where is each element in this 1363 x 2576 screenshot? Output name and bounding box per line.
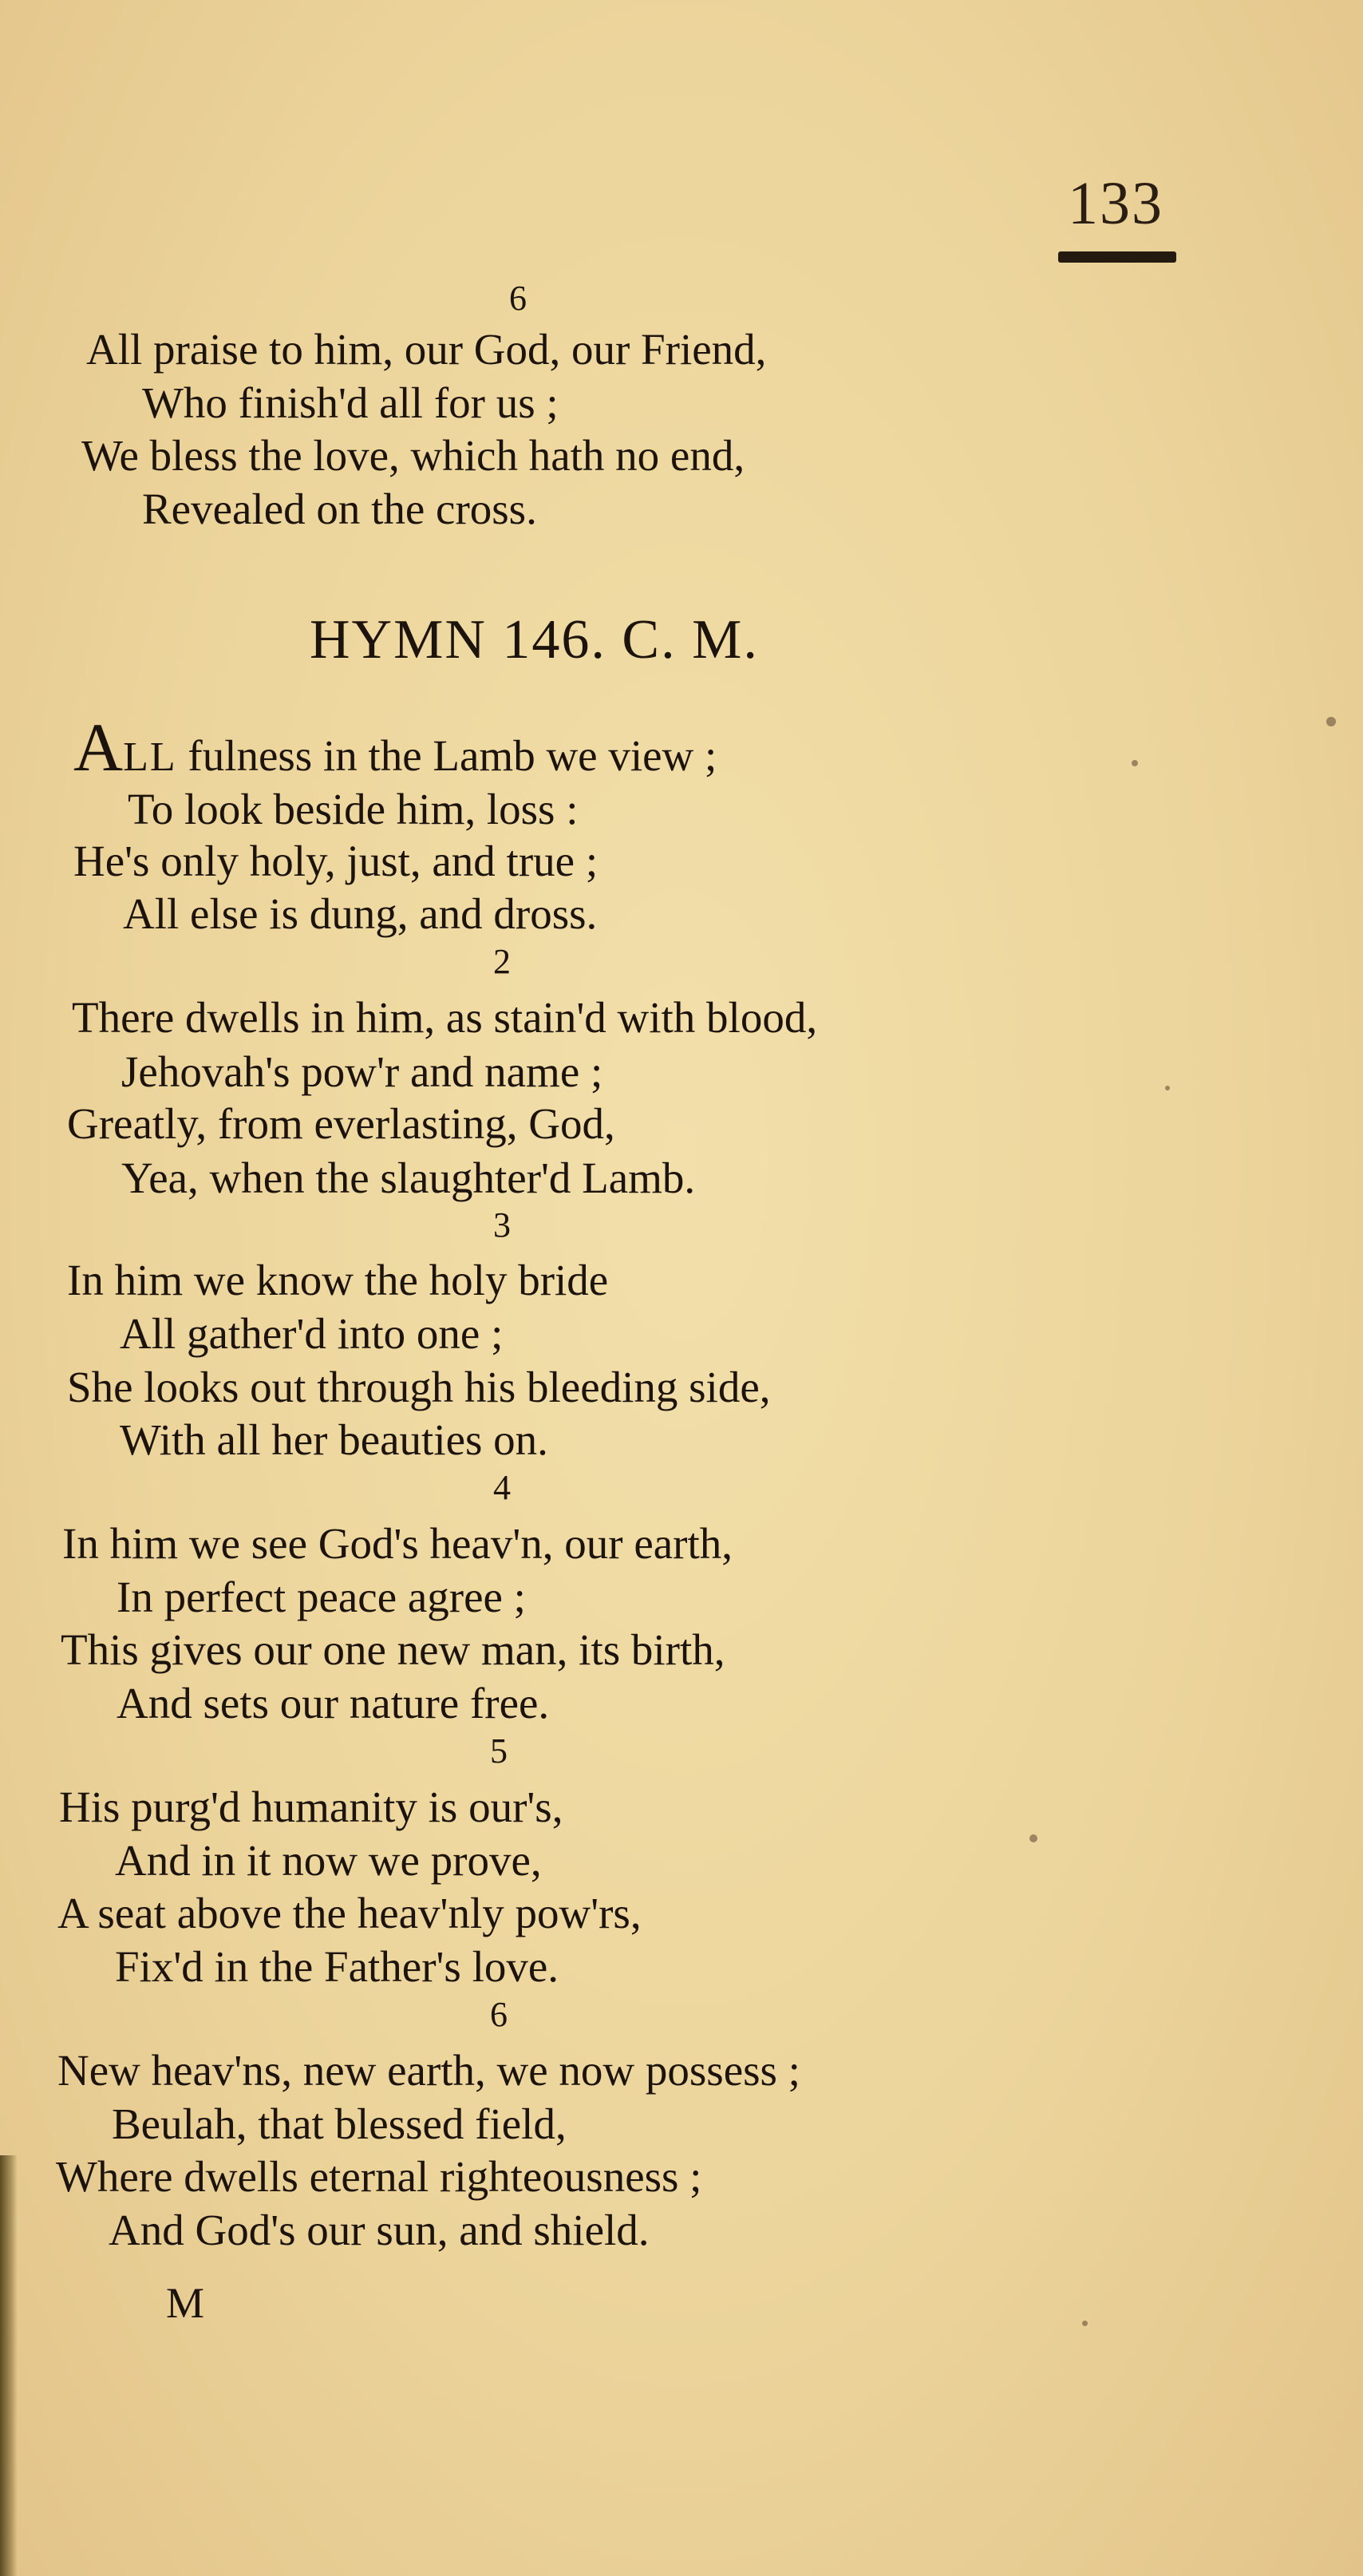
verse-line: A seat above the heav'nly pow'rs, xyxy=(57,1889,642,1937)
verse-line: In him we see God's heav'n, our earth, xyxy=(62,1519,733,1568)
verse-line: There dwells in him, as stain'd with blood, xyxy=(72,993,818,1042)
verse-number: 2 xyxy=(493,942,511,981)
verse-line: Fix'd in the Father's love. xyxy=(115,1942,559,1991)
verse-number: 6 xyxy=(490,1995,508,2034)
paper-speck xyxy=(1165,1086,1170,1090)
dropcap-letter: A xyxy=(73,709,124,785)
verse-line: All gather'd into one ; xyxy=(120,1309,504,1358)
verse-line: She looks out through his bleeding side, xyxy=(67,1363,771,1411)
verse-line: We bless the love, which hath no end, xyxy=(81,431,745,480)
verse-line: Who finish'd all for us ; xyxy=(142,378,559,427)
verse-line: He's only holy, just, and true ; xyxy=(73,837,599,885)
page-edge-shadow xyxy=(0,2155,18,2576)
verse-number: 3 xyxy=(493,1205,511,1244)
verse-number: 4 xyxy=(493,1468,511,1507)
verse-line: Greatly, from everlasting, God, xyxy=(67,1099,615,1148)
verse-line: All else is dung, and dross. xyxy=(123,889,598,938)
verse-line: This gives our one new man, its birth, xyxy=(61,1625,725,1674)
first-line-rest: fulness in the Lamb we view ; xyxy=(176,731,717,780)
verse-line: Revealed on the cross. xyxy=(142,485,537,533)
verse-line: To look beside him, loss : xyxy=(128,785,579,833)
verse-line: New heav'ns, new earth, we now possess ; xyxy=(57,2046,800,2095)
verse-line: Jehovah's pow'r and name ; xyxy=(121,1047,603,1096)
verse-line: With all her beauties on. xyxy=(120,1415,548,1464)
verse-line: All praise to him, our God, our Friend, xyxy=(86,325,767,374)
verse-line: In perfect peace agree ; xyxy=(117,1573,526,1621)
verse-number: 6 xyxy=(509,279,527,318)
paper-speck xyxy=(1326,717,1336,726)
verse-line: Where dwells eternal righteousness ; xyxy=(56,2152,702,2201)
verse-line: And in it now we prove, xyxy=(115,1836,542,1885)
hymn-title: HYMN 146. C. M. xyxy=(310,609,759,671)
page-number: 133 xyxy=(1068,170,1163,237)
verse-line: Beulah, that blessed field, xyxy=(112,2099,567,2148)
verse-first-line xyxy=(73,709,717,785)
paper-speck xyxy=(1029,1834,1037,1842)
verse-line: In him we know the holy bride xyxy=(67,1256,609,1304)
verse-line: His purg'd humanity is our's, xyxy=(59,1783,563,1831)
verse-number: 5 xyxy=(490,1731,508,1771)
verse-line: And God's our sun, and shield. xyxy=(109,2206,650,2254)
verse-line: And sets our nature free. xyxy=(117,1679,550,1727)
signature-mark: M xyxy=(166,2279,205,2327)
paper-speck xyxy=(1132,760,1138,766)
smallcaps-text: LL xyxy=(123,734,177,780)
paper-speck xyxy=(1082,2321,1088,2326)
header-rule xyxy=(1058,251,1176,263)
verse-line: Yea, when the slaughter'd Lamb. xyxy=(121,1153,696,1202)
